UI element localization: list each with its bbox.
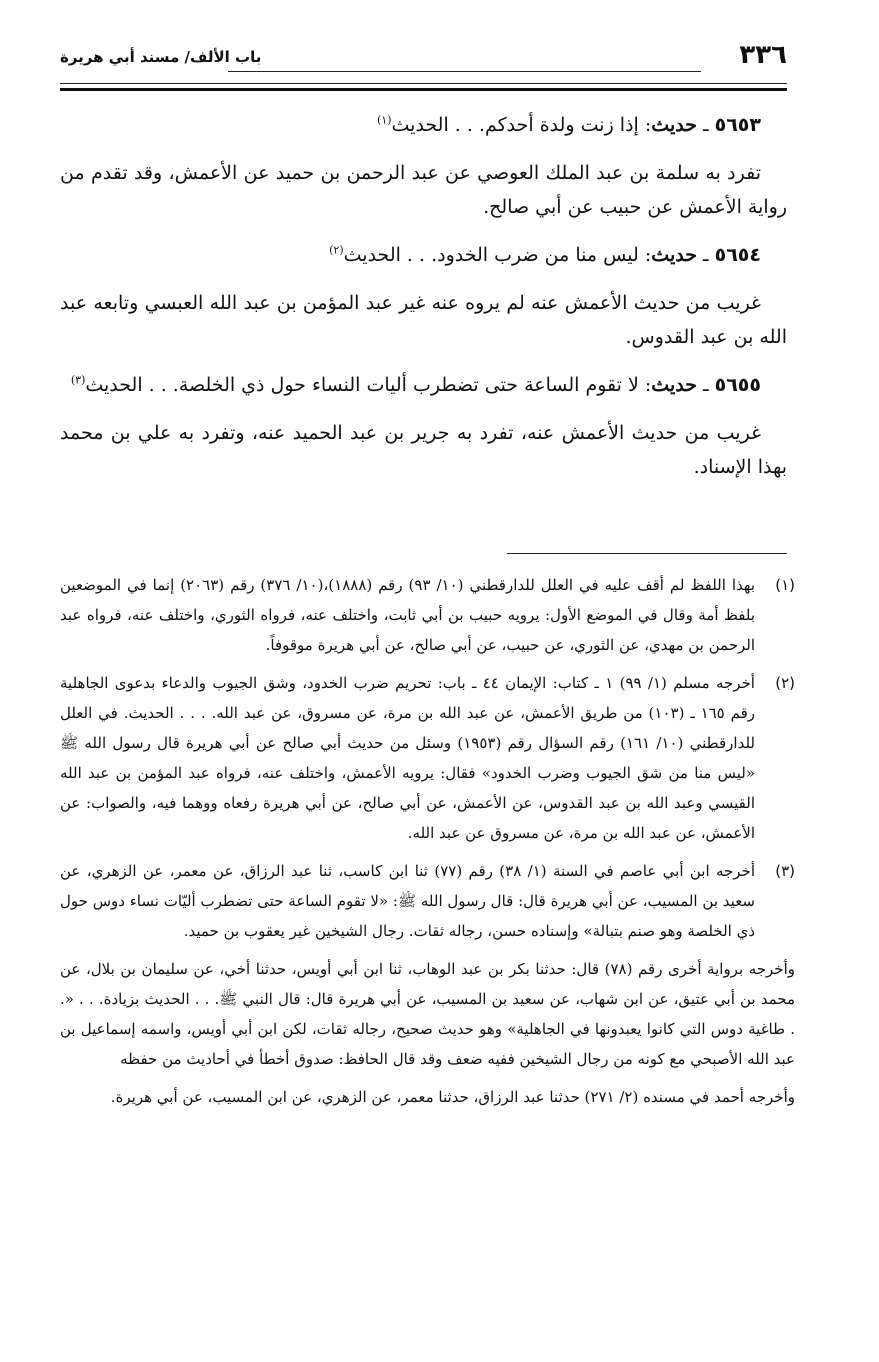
footnote-ref: (٢) — [329, 243, 344, 257]
hadith-text: إذا زنت ولدة أحدكم. . . الحديث — [391, 114, 639, 136]
hadith-keyword: حديث — [651, 114, 697, 136]
hadith-text: لا تقوم الساعة حتى تضطرب أليات النساء حول ذي الخلصة. . . الحديث — [85, 374, 639, 396]
footnote-separator — [507, 553, 787, 554]
main-text — [60, 108, 787, 498]
footnote-text: وأخرجه أحمد في مسنده (٢/ ٢٧١) حدثنا عبد الرزاق، حدثنا معمر، عن الزهري، عن ابن المسيب، عن أبي هريرة. — [110, 1088, 795, 1106]
commentary-paragraph: غريب من حديث الأعمش عنه، تفرد به جرير بن عبد الحميد عنه، وتفرد به علي بن محمد بهذا الإسناد. — [60, 422, 787, 478]
footnote-number: (١) — [775, 576, 795, 594]
page-number: ٣٣٦ — [739, 40, 787, 70]
commentary-paragraph: تفرد به سلمة بن عبد الملك العوصي عن عبد الرحمن بن حميد عن الأعمش، وقد تقدم من رواية الأعمش عن حبيب عن أبي صالح. — [60, 162, 787, 218]
hadith-entry: ٥٦٥٥ ـ حديث: لا تقوم الساعة حتى تضطرب أليات النساء حول ذي الخلصة. . . الحديث$^{(٣)}$ — [70, 373, 761, 396]
hadith-entry: ٥٦٥٣ ـ حديث: إذا زنت ولدة أحدكم. . . الحديث$^{(١)}$ — [376, 113, 761, 136]
hadith-number: ٥٦٥٣ — [714, 114, 761, 136]
footnote-continuation — [60, 1082, 795, 1112]
footnote-ref: (٣) — [70, 373, 86, 387]
running-header — [60, 38, 787, 82]
footnote-text: أخرجه مسلم (١/ ٩٩) ١ ـ كتاب: الإيمان ٤٤ ـ باب: تحريم ضرب الخدود، وشق الجيوب والدعاء بدعوى الجاهلية رقم ١٦٥ ـ (١٠٣) من طريق الأعمش، عن عبد الله بن مرة، عن مسروق، عن عبد الله. . . . الحديث. في العلل للدارقطني (١٠/ ١٦١) رقم السؤال رقم (١٩٥٣) وسئل من حديث أبي صالح عن أبي هريرة قال رسول الله ﷺ «ليس منا من شق الجيوب وضرب الخدود» فقال: يرويه الأعمش، واختلف عنه، فرواه عبد المؤمن بن عبد الله القيسي وعبد الله بن عبد القدوس، عن الأعمش، عن أبي صالح، عن أبي هريرة رفعاه ووهما فيه، والصواب: عن الأعمش، عن عبد الله بن مرة، عن مسروق عن عبد الله. — [60, 674, 756, 842]
footnote-number: (٢) — [775, 674, 795, 692]
hadith-number: ٥٦٥٤ — [714, 244, 761, 266]
header-title: باب الألف/ مسند أبي هريرة — [60, 48, 262, 66]
hadith-keyword: حديث — [651, 374, 697, 396]
header-rule-thick — [60, 88, 787, 91]
commentary-paragraph: غريب من حديث الأعمش عنه لم يروه عنه غير عبد المؤمن بن عبد الله العبسي وتابعه عبد الله بن عبد القدوس. — [60, 292, 787, 348]
footnote-text: أخرجه ابن أبي عاصم في السنة (١/ ٣٨) رقم (٧٧) ثنا ابن كاسب، ثنا عبد الرزاق، عن معمر، عن الزهري، عن سعيد بن المسيب، عن أبي هريرة قال: قال رسول الله ﷺ: «لا تقوم الساعة حتى تضطرب أليّات نساء دوس حول ذي الخلصة وهو صنم بتبالة» وإسناده حسن، رجاله ثقات. رجال الشيخين غير يعقوب بن حميد. — [60, 862, 756, 940]
footnote — [60, 570, 795, 660]
hadith-entry: ٥٦٥٤ ـ حديث: ليس منا من ضرب الخدود. . . الحديث$^{(٢)}$ — [329, 243, 761, 266]
hadith-text: ليس منا من ضرب الخدود. . . الحديث — [343, 244, 639, 266]
footnotes — [60, 570, 795, 1120]
footnote-continuation — [60, 954, 795, 1074]
header-dash-line — [228, 71, 701, 72]
footnote-ref: (١) — [376, 113, 392, 127]
footnote — [60, 856, 795, 946]
footnote-text: وأخرجه برواية أخرى رقم (٧٨) قال: حدثنا بكر بن عبد الوهاب، ثنا ابن أبي أويس، حدثنا أخي، عن سليمان بن بلال، عن محمد بن أبي عتيق، عن ابن شهاب، عن سعيد بن المسيب، عن أبي هريرة قال: قال النبي ﷺ. . . الحديث بزيادة. . . «. . طاغية دوس التي كانوا يعبدونها في الجاهلية» وهو حديث صحيح، رجاله ثقات، لكن ابن أبي أويس، واسمه إسماعيل بن عبد الله الأصبحي مع كونه من رجال الشيخين ففيه ضعف وقد قال الحافظ: صدوق أخطأ في أحاديث من حفظه — [60, 960, 796, 1068]
footnote-text: بهذا اللفظ لم أقف عليه في العلل للدارقطني (١٠/ ٩٣) رقم (١٨٨٨)،(١٠/ ٣٧٦) رقم (٢٠٦٣) إنما في الموضعين بلفظ أمة وقال في الموضع الأول: يرويه حبيب بن أبي ثابت، واختلف عنه، فرواه الثوري، واختلف عنه، فرواه عبد الرحمن بن مهدي، عن الثوري، عن حبيب، عن أبي صالح، عن أبي هريرة موقوفاً. — [60, 576, 756, 654]
header-rule-thin — [60, 83, 787, 84]
footnote — [60, 668, 795, 848]
hadith-keyword: حديث — [651, 244, 697, 266]
footnote-number: (٣) — [775, 862, 795, 880]
hadith-number: ٥٦٥٥ — [714, 374, 761, 396]
